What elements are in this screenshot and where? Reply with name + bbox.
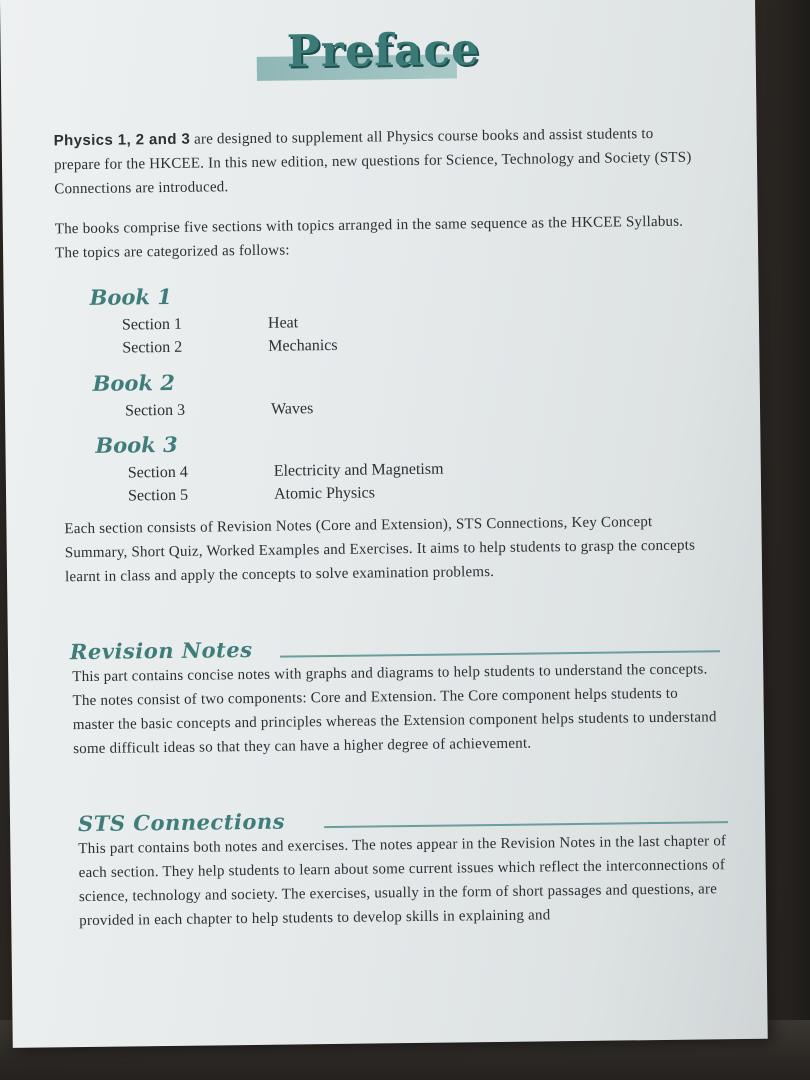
revision-notes-rule (280, 650, 720, 657)
section-topic: Waves (270, 400, 314, 418)
page-title: Preface (286, 24, 481, 78)
section-label: Section 1 (121, 315, 183, 334)
section-summary-paragraph: Each section consists of Revision Notes (Core and Extension), STS Connections, Key Concept Summary, Short Quiz, Worked Examples and Exercises. It aims to help students to grasp the concepts learnt in class and apply the concepts to solve examination problems. (64, 514, 696, 586)
book-2-heading: Book 2 (92, 369, 176, 396)
intro-bold-text: Physics 1, 2 and 3 (53, 130, 191, 150)
section-label: Section 3 (124, 401, 186, 420)
intro-text: are designed to supplement all Physics course books and assist students to prepare for the HKCEE. In this new edition, new questions for Science, Technology and Society (STS) Connections are introduced. (53, 126, 692, 198)
sts-connections-paragraph: This part contains both notes and exercises. The notes appear in the Revision Notes in the last chapter of each section. They help students to learn about some current issues which reflect the interconnections of science, technology and society. The exercises, usually in the form of short passages and questions, are provided in each chapter to help students to develop skills in explaining and (78, 833, 727, 930)
section-topic: Mechanics (268, 336, 338, 355)
section-label: Section 5 (127, 486, 189, 505)
book-3-heading: Book 3 (95, 431, 178, 458)
section-topic: Heat (267, 314, 299, 332)
intro-paragraph (54, 122, 695, 202)
section-label: Section 4 (127, 463, 188, 482)
structure-paragraph: The books comprise five sections with topics arranged in the same sequence as the HKCEE Syllabus. The topics are categorized as follows: (54, 213, 684, 262)
page-title-block (256, 22, 481, 85)
sts-connections-rule (324, 821, 728, 828)
book-1-heading: Book 1 (89, 283, 173, 310)
section-topic: Electricity and Magnetism (273, 460, 444, 480)
revision-notes-heading: Revision Notes (69, 636, 253, 665)
sts-connections-heading: STS Connections (77, 808, 286, 837)
section-label: Section 2 (122, 338, 183, 357)
section-topic: Atomic Physics (273, 484, 376, 503)
revision-notes-paragraph: This part contains concise notes with graphs and diagrams to help students to understand the concepts. The notes consist of two components: Core and Extension. The Core component helps students to master the basic concepts and principles whereas the Extension component helps students to understand some difficult ideas so that they can have a higher degree of achievement. (72, 661, 717, 758)
